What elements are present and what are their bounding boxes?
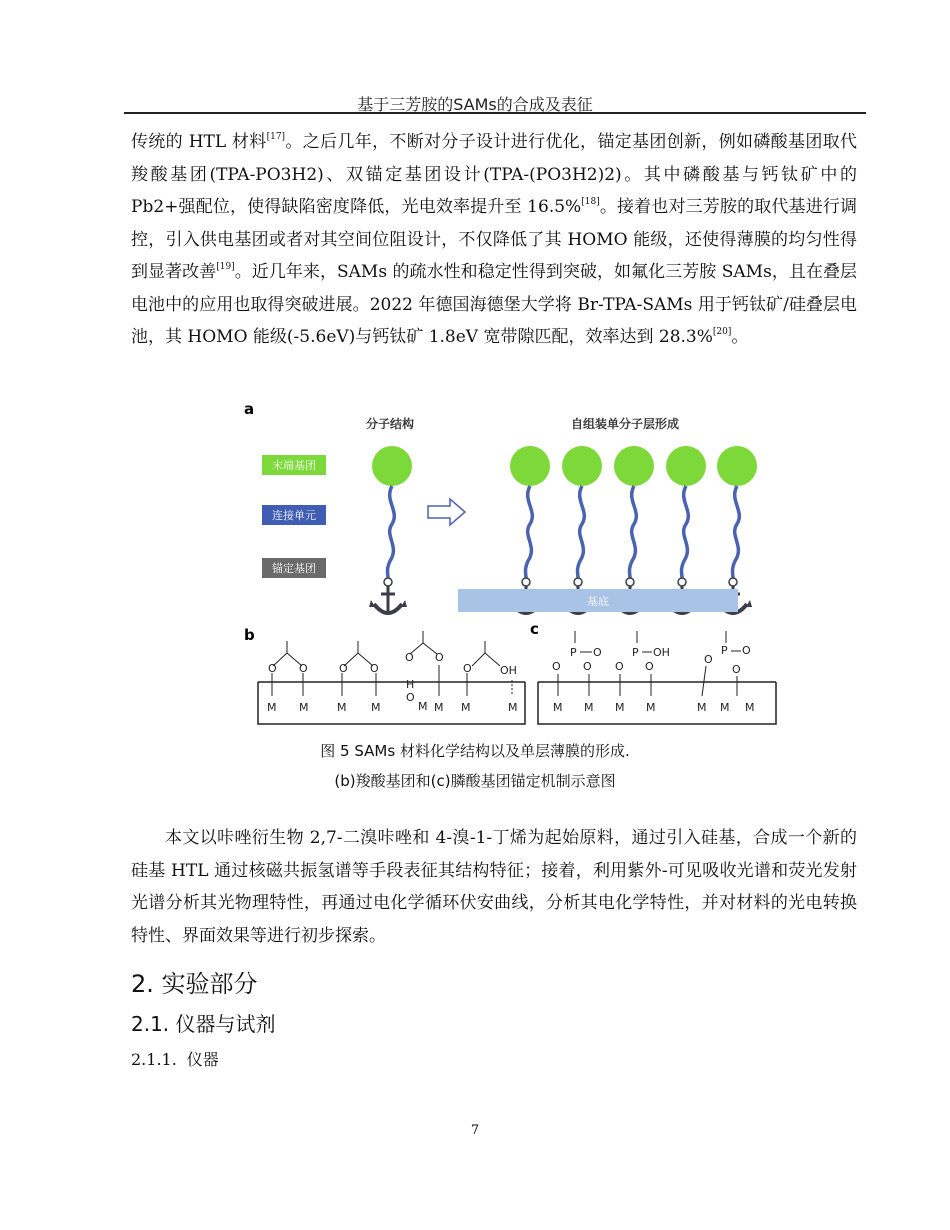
single-molecule <box>369 446 412 613</box>
svg-text:O: O <box>299 662 308 675</box>
svg-text:O: O <box>742 644 751 657</box>
svg-text:O: O <box>268 662 277 675</box>
paragraph-1 <box>131 126 857 354</box>
phosphonate-structures <box>552 631 755 714</box>
ref-17[interactable]: [17] <box>266 132 286 142</box>
svg-text:M: M <box>745 701 755 714</box>
svg-text:O: O <box>583 660 592 673</box>
sam-molecule-4 <box>663 446 706 613</box>
svg-text:M: M <box>434 701 444 714</box>
p1-text-4: 。近几年来，SAMs 的疏水性和稳定性得到突破，如氟化三芳胺 SAMs，且在叠层电池中的应用也取得突破进展。2022 年德国海德堡大学将 Br-TPA-SAMs 用于钙钛矿/硅叠层电池，其 HOMO 能级(-5.6eV)与钙钛矿 1.8eV 宽带隙匹配，效率达到 28.3% <box>131 262 858 347</box>
svg-text:O: O <box>704 653 713 666</box>
subsection-heading-2-1: 2.1. 仪器与试剂 <box>131 1012 276 1036</box>
sam-formation-title: 自组装单分子层形成 <box>570 417 680 431</box>
figure-caption-line-1: 图 5 SAMs 材料化学结构以及单层薄膜的形成. <box>320 742 630 760</box>
subsubsection-title: 仪器 <box>186 1050 219 1069</box>
arrow-icon <box>428 499 465 525</box>
molecular-structure-title: 分子结构 <box>365 417 415 431</box>
svg-text:O: O <box>645 660 654 673</box>
svg-text:M: M <box>267 701 277 714</box>
subsubsection-heading-2-1-1 <box>131 1047 219 1070</box>
panel-b-label: b <box>244 626 255 644</box>
paragraph-2: 本文以咔唑衍生物 2,7-二溴咔唑和 4-溴-1-丁烯为起始原料，通过引入硅基，合成一个新的硅基 HTL 通过核磁共振氢谱等手段表征其结构特征；接着，利用紫外-可见吸收光谱和荧光发射光谱分析其光物理特性，再通过电化学循环伏安曲线，分析其电化学特性，并对材料的光电转换特性、界面效果等进行初步探索。 <box>131 828 857 946</box>
svg-text:O: O <box>370 662 379 675</box>
ref-18[interactable]: [18] <box>581 197 600 207</box>
terminal-group-label: 末端基团 <box>272 459 316 472</box>
svg-text:P: P <box>721 644 728 657</box>
svg-text:M: M <box>553 701 563 714</box>
ref-19[interactable]: [19] <box>216 262 235 272</box>
running-header: 基于三芳胺的SAMs的合成及表征 <box>357 95 593 114</box>
svg-text:O: O <box>593 646 602 659</box>
sam-molecule-5 <box>714 446 757 613</box>
p1-text-3: 。接着也对三芳胺的取代基进行调控，引入供电基团或者对其空间位阻设计，不仅降低了其 HOMO 能级，还使得薄膜的均匀性得到显著改善 <box>131 197 858 282</box>
svg-text:M: M <box>646 701 656 714</box>
svg-text:P: P <box>632 646 639 659</box>
p1-text-2: 。之后几年，不断对分子设计进行优化，锚定基团创新，例如磷酸基团取代羧酸基团(TPA-PO3H2)、双锚定基团设计(TPA-(PO3H2)2)。其中磷酸基与钙钛矿中的 Pb2+强配位，使得缺陷密度降低，光电效率提升至 16.5% <box>131 132 858 217</box>
anchor-group-label: 锚定基团 <box>272 562 316 575</box>
svg-text:M: M <box>720 701 730 714</box>
svg-text:O: O <box>732 663 741 676</box>
svg-text:O: O <box>463 662 472 675</box>
surface-box-c <box>538 682 776 724</box>
panel-c-label: c <box>530 620 539 638</box>
linker-unit-label: 连接单元 <box>272 509 316 522</box>
svg-text:M: M <box>337 701 347 714</box>
svg-text:M: M <box>371 701 381 714</box>
header-rule <box>124 112 866 114</box>
svg-text:O: O <box>615 660 624 673</box>
section-heading-2: 2. 实验部分 <box>131 970 258 998</box>
p1-text-1: 传统的 HTL 材料 <box>131 132 267 152</box>
svg-text:M: M <box>508 701 518 714</box>
svg-text:M: M <box>418 700 428 713</box>
svg-text:H: H <box>406 678 415 691</box>
svg-text:M: M <box>697 701 707 714</box>
svg-text:M: M <box>584 701 594 714</box>
carboxyl-structures <box>267 631 518 714</box>
sam-molecule-2 <box>559 446 602 613</box>
sam-molecule-3 <box>611 446 654 613</box>
sam-molecule-1 <box>507 446 550 613</box>
svg-text:P: P <box>570 646 577 659</box>
panel-a-label: a <box>244 400 255 418</box>
figure-5 <box>240 398 780 730</box>
svg-text:O: O <box>406 691 415 704</box>
svg-text:M: M <box>299 701 309 714</box>
figure-caption-line-2: (b)羧酸基团和(c)膦酸基团锚定机制示意图 <box>334 772 616 790</box>
ref-20[interactable]: [20] <box>712 327 732 337</box>
svg-text:OH: OH <box>653 646 670 659</box>
svg-text:O: O <box>435 651 444 664</box>
svg-text:M: M <box>615 701 625 714</box>
substrate-label: 基底 <box>587 595 609 608</box>
svg-text:M: M <box>461 701 471 714</box>
svg-text:O: O <box>405 651 414 664</box>
p1-text-5: 。 <box>731 327 749 347</box>
svg-text:OH: OH <box>500 664 517 677</box>
svg-text:O: O <box>339 662 348 675</box>
subsubsection-number: 2.1.1. <box>131 1050 177 1069</box>
svg-text:O: O <box>552 660 561 673</box>
page-number: 7 <box>470 1123 480 1138</box>
